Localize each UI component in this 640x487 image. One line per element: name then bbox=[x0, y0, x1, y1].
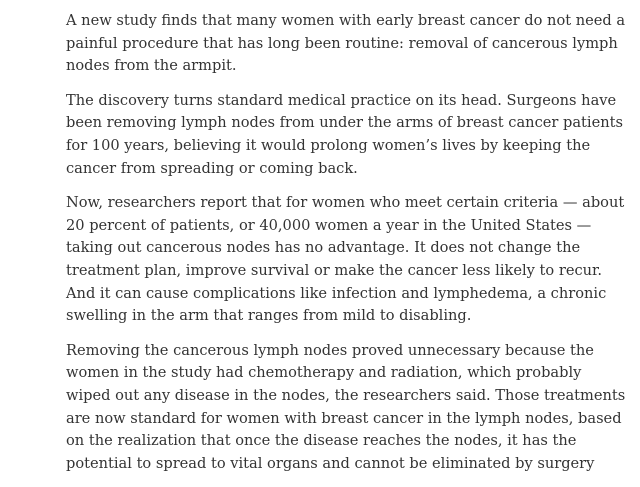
paragraph-line: Now, researchers report that for women who meet certain criteria — about bbox=[66, 194, 625, 212]
paragraph-line: been removing lymph nodes from under the arms of breast cancer patients bbox=[66, 114, 623, 132]
paragraph-line: 20 percent of patients, or 40,000 women a year in the United States — bbox=[66, 216, 592, 234]
article-paragraph bbox=[66, 10, 626, 78]
paragraph-line: cancer from spreading or coming back. bbox=[66, 159, 358, 177]
paragraph-line: wiped out any disease in the nodes, the researchers said. Those treatments bbox=[66, 386, 626, 404]
article-body bbox=[66, 10, 626, 487]
paragraph-line: painful procedure that has long been routine: removal of cancerous lymph bbox=[66, 34, 618, 52]
paragraph-line: nodes from the armpit. bbox=[66, 57, 237, 75]
paragraph-line: A new study finds that many women with early breast cancer do not need a bbox=[66, 12, 626, 29]
paragraph-line: on the realization that once the disease reaches the nodes, it has the bbox=[66, 432, 577, 450]
paragraph-line: Removing the cancerous lymph nodes proved unnecessary because the bbox=[66, 341, 594, 359]
article-paragraph bbox=[66, 192, 625, 328]
article-paragraph bbox=[66, 340, 626, 476]
paragraph-line: are now standard for women with breast cancer in the lymph nodes, based bbox=[66, 409, 622, 427]
article-paragraph bbox=[66, 90, 623, 180]
paragraph-line: taking out cancerous nodes has no advantage. It does not change the bbox=[66, 239, 581, 257]
paragraph-line: And it can cause complications like infection and lymphedema, a chronic bbox=[66, 284, 607, 302]
paragraph-line: women in the study had chemotherapy and radiation, which probably bbox=[66, 364, 582, 382]
paragraph-line: for 100 years, believing it would prolong women’s lives by keeping the bbox=[66, 136, 591, 154]
paragraph-line: swelling in the arm that ranges from mild to disabling. bbox=[66, 307, 472, 325]
paragraph-line: treatment plan, improve survival or make the cancer less likely to recur. bbox=[66, 261, 603, 279]
paragraph-line: The discovery turns standard medical practice on its head. Surgeons have bbox=[66, 91, 617, 109]
paragraph-line: potential to spread to vital organs and cannot be eliminated by surgery bbox=[66, 454, 595, 472]
